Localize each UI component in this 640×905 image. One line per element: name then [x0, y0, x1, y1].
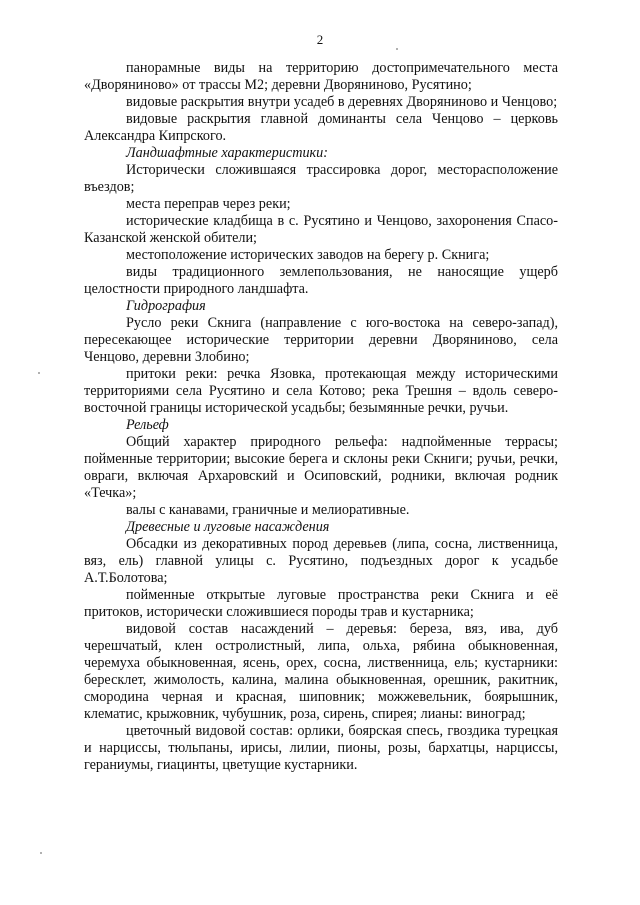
paragraph: Обсадки из декоративных пород деревьев (липа, сосна, лиственница, вяз, ель) главной улицы с. Русятино, подъездных дорог к усадьбе А.Т.Болотова;	[84, 536, 558, 586]
section-heading: Древесные и луговые насаждения	[126, 519, 330, 535]
paragraph: цветочный видовой состав: орлики, боярская спесь, гвоздика турецкая и нарциссы, тюльпаны, ирисы, лилии, пионы, розы, бархатцы, нарциссы, гераниумы, гиацинты, цветущие кустарники.	[84, 723, 558, 773]
paragraph: исторические кладбища в с. Русятино и Ченцово, захоронения Спасо-Казанской женской обители;	[84, 213, 558, 246]
paragraph: места переправ через реки;	[126, 196, 291, 212]
scan-speck	[40, 852, 42, 854]
scan-speck	[38, 372, 40, 374]
paragraph: местоположение исторических заводов на берегу р. Скнига;	[126, 247, 490, 263]
paragraph: виды традиционного землепользования, не наносящие ущерб целостности природного ландшафта.	[84, 264, 558, 297]
document-body	[84, 60, 558, 774]
section-heading: Гидрография	[126, 298, 206, 314]
page-number: 2	[316, 32, 324, 47]
scan-speck	[396, 48, 398, 50]
paragraph: видовые раскрытия главной доминанты села Ченцово – церковь Александра Кипрского.	[84, 111, 558, 144]
paragraph: валы с канавами, граничные и мелиоративные.	[126, 502, 410, 518]
paragraph: пойменные открытые луговые пространства реки Скнига и её притоков, исторически сложившиеся породы трав и кустарника;	[84, 587, 558, 620]
paragraph: Русло реки Скнига (направление с юго-востока на северо-запад), пересекающее исторические территории деревни Дворяниново, села Ченцово, деревни Злобино;	[84, 315, 558, 365]
paragraph: видовой состав насаждений – деревья: береза, вяз, ива, дуб черешчатый, клен остролистный, липа, ольха, рябина обыкновенная, черемуха обыкновенная, ясень, орех, сосна, лиственница, ель; кустарники: бересклет, жимолость, калина, малина обыкновенная, орешник, ракитник, смородина черная и красная, шиповник; можжевельник, боярышник, клематис, крыжовник, чубушник, роза, сирень, спирея; лианы: виноград;	[84, 621, 558, 722]
section-heading: Ландшафтные характеристики:	[126, 145, 329, 161]
section-heading: Рельеф	[126, 417, 169, 433]
paragraph: панорамные виды на территорию достопримечательного места «Дворяниново» от трассы М2; деревни Дворяниново, Русятино;	[84, 60, 558, 93]
paragraph: притоки реки: речка Язовка, протекающая между историческими территориями села Русятино и села Котово; река Трешня – вдоль северо-восточной границы исторической усадьбы; безымянные речки, ручьи.	[84, 366, 558, 416]
paragraph: Общий характер природного рельефа: надпойменные террасы; пойменные территории; высокие берега и склоны реки Скниги; ручьи, речки, овраги, включая Архаровский и Осиповский, родники, включая родник «Течка»;	[84, 434, 558, 501]
paragraph: видовые раскрытия внутри усадеб в деревнях Дворяниново и Ченцово;	[126, 94, 558, 110]
paragraph: Исторически сложившаяся трассировка дорог, месторасположение въездов;	[84, 162, 558, 195]
